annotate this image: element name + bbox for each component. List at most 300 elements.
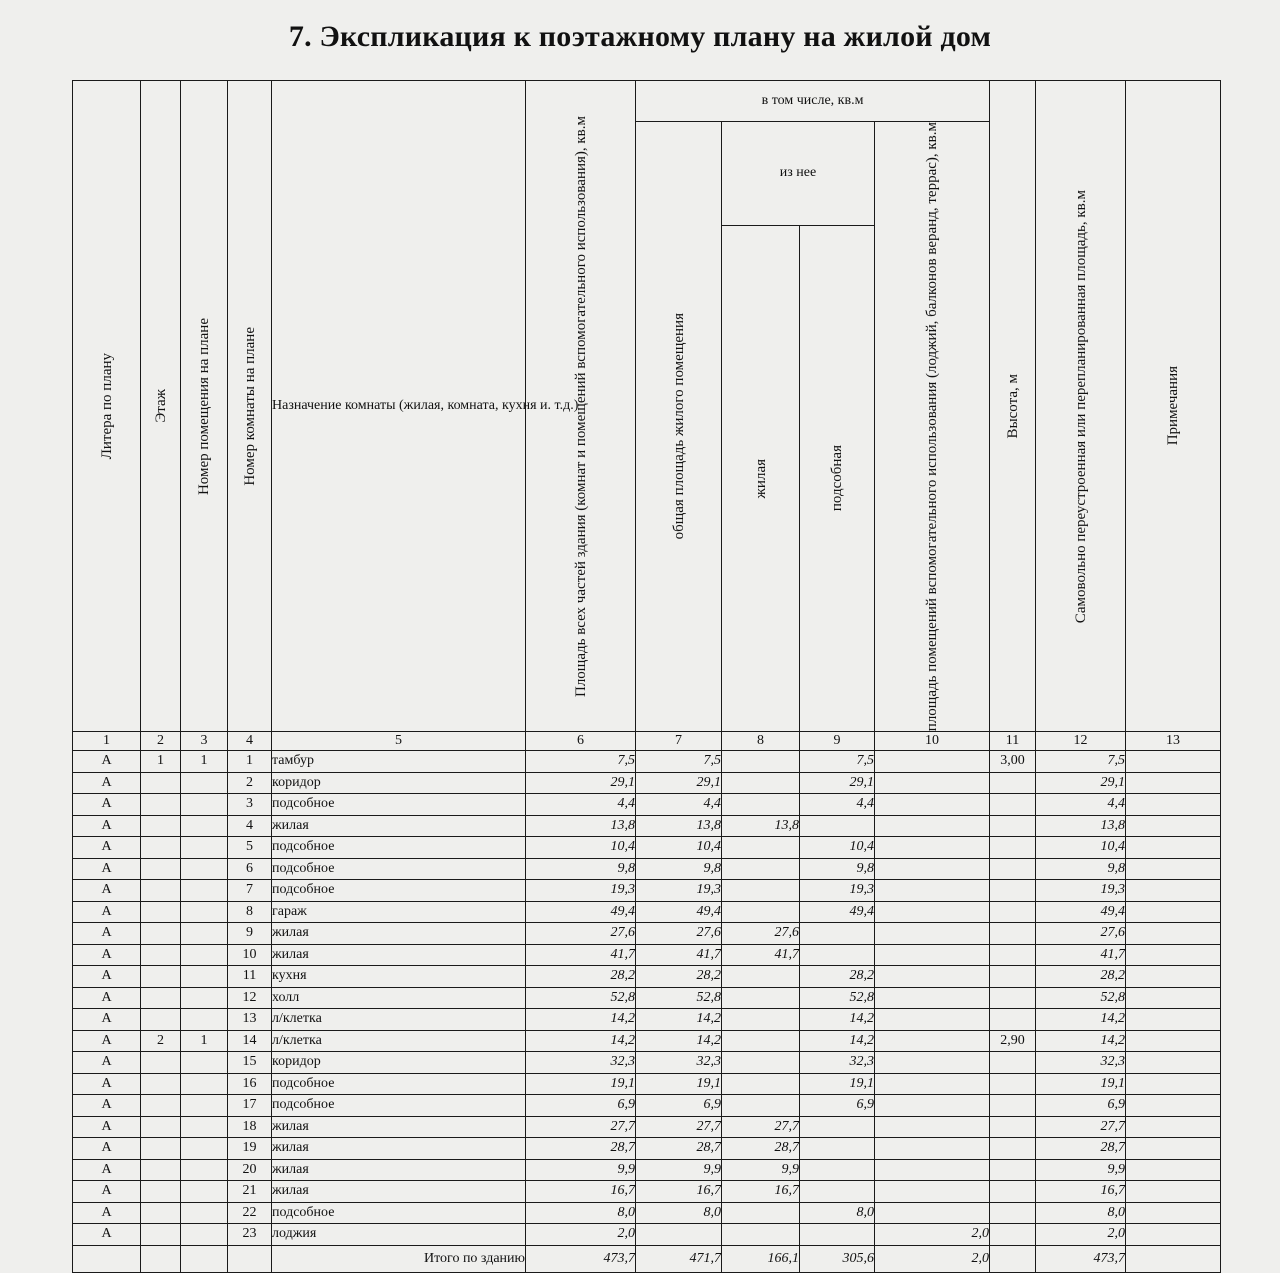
cell-room-no bbox=[181, 901, 228, 923]
cell-living-total: 4,4 bbox=[636, 794, 722, 816]
cell-unauthorized: 52,8 bbox=[1036, 987, 1126, 1009]
cell-notes bbox=[1126, 1009, 1221, 1031]
cell-notes bbox=[1126, 1052, 1221, 1074]
total-c7: 471,7 bbox=[636, 1245, 722, 1272]
cell-room-num: 15 bbox=[228, 1052, 272, 1074]
cell-room-no bbox=[181, 923, 228, 945]
table-row bbox=[73, 880, 1221, 902]
cell-purpose: коридор bbox=[272, 1052, 526, 1074]
table-row bbox=[73, 1073, 1221, 1095]
total-c8: 166,1 bbox=[722, 1245, 800, 1272]
cell-room-num: 22 bbox=[228, 1202, 272, 1224]
cell-aux: 49,4 bbox=[800, 901, 875, 923]
cell-unauthorized: 41,7 bbox=[1036, 944, 1126, 966]
cell-living bbox=[722, 1073, 800, 1095]
cell-height bbox=[990, 966, 1036, 988]
cell-total-area: 9,8 bbox=[526, 858, 636, 880]
cell-height bbox=[990, 944, 1036, 966]
cell-living-total: 14,2 bbox=[636, 1030, 722, 1052]
cell-room-no bbox=[181, 858, 228, 880]
header-living: жилая bbox=[722, 225, 800, 732]
cell-unauthorized: 10,4 bbox=[1036, 837, 1126, 859]
cell-total-area: 8,0 bbox=[526, 1202, 636, 1224]
table-row bbox=[73, 858, 1221, 880]
cell-litera: А bbox=[73, 1030, 141, 1052]
table-row bbox=[73, 1224, 1221, 1246]
header-living-total: общая площадь жилого помещения bbox=[636, 122, 722, 732]
cell-living bbox=[722, 1095, 800, 1117]
column-number: 13 bbox=[1126, 732, 1221, 751]
table-row bbox=[73, 794, 1221, 816]
cell-living bbox=[722, 751, 800, 773]
cell-room-no bbox=[181, 1224, 228, 1246]
cell-aux: 28,2 bbox=[800, 966, 875, 988]
cell-room-num: 13 bbox=[228, 1009, 272, 1031]
cell-room-num: 16 bbox=[228, 1073, 272, 1095]
cell-room-num: 14 bbox=[228, 1030, 272, 1052]
header-including: в том числе, кв.м bbox=[636, 81, 990, 122]
cell-living-total: 9,8 bbox=[636, 858, 722, 880]
cell-living-total: 9,9 bbox=[636, 1159, 722, 1181]
cell-litera: А bbox=[73, 1116, 141, 1138]
cell-height bbox=[990, 1224, 1036, 1246]
cell-notes bbox=[1126, 944, 1221, 966]
cell-notes bbox=[1126, 1138, 1221, 1160]
cell-living bbox=[722, 880, 800, 902]
cell-purpose: подсобное bbox=[272, 858, 526, 880]
cell-room-num: 1 bbox=[228, 751, 272, 773]
cell-unauthorized: 2,0 bbox=[1036, 1224, 1126, 1246]
cell-aux bbox=[800, 923, 875, 945]
cell-floor bbox=[141, 837, 181, 859]
cell-height bbox=[990, 1116, 1036, 1138]
cell-room-num: 20 bbox=[228, 1159, 272, 1181]
cell-total-area: 4,4 bbox=[526, 794, 636, 816]
total-c6: 473,7 bbox=[526, 1245, 636, 1272]
cell-litera: А bbox=[73, 858, 141, 880]
cell-notes bbox=[1126, 1030, 1221, 1052]
cell-living-total: 19,1 bbox=[636, 1073, 722, 1095]
column-numbers-row bbox=[73, 732, 1221, 751]
cell-litera: А bbox=[73, 751, 141, 773]
cell-floor: 2 bbox=[141, 1030, 181, 1052]
cell-unauthorized: 19,3 bbox=[1036, 880, 1126, 902]
header-balcony: площадь помещений вспомогательного использования (лоджий, балконов веранд, террас), кв.м bbox=[875, 122, 990, 732]
header-room-num-plan: Номер комнаты на плане bbox=[228, 81, 272, 732]
cell-unauthorized: 9,8 bbox=[1036, 858, 1126, 880]
cell-purpose: л/клетка bbox=[272, 1030, 526, 1052]
header-total-area: Площадь всех частей здания (комнат и помещений вспомогательного использования), кв.м bbox=[526, 81, 636, 732]
cell-height bbox=[990, 1009, 1036, 1031]
cell-room-no bbox=[181, 772, 228, 794]
cell-litera: А bbox=[73, 1202, 141, 1224]
cell-floor bbox=[141, 1095, 181, 1117]
cell-purpose: л/клетка bbox=[272, 1009, 526, 1031]
cell-floor bbox=[141, 880, 181, 902]
cell-floor bbox=[141, 1009, 181, 1031]
cell-room-num: 12 bbox=[228, 987, 272, 1009]
cell-living: 41,7 bbox=[722, 944, 800, 966]
cell-room-num: 17 bbox=[228, 1095, 272, 1117]
cell-room-num: 18 bbox=[228, 1116, 272, 1138]
cell-room-no bbox=[181, 1181, 228, 1203]
cell-room-no bbox=[181, 1009, 228, 1031]
column-number: 4 bbox=[228, 732, 272, 751]
cell-notes bbox=[1126, 987, 1221, 1009]
cell-litera: А bbox=[73, 837, 141, 859]
cell-balcony bbox=[875, 987, 990, 1009]
column-number: 2 bbox=[141, 732, 181, 751]
cell-living-total: 28,7 bbox=[636, 1138, 722, 1160]
cell-aux bbox=[800, 1116, 875, 1138]
cell-floor bbox=[141, 966, 181, 988]
cell-room-num: 6 bbox=[228, 858, 272, 880]
cell-notes bbox=[1126, 751, 1221, 773]
cell-room-no bbox=[181, 794, 228, 816]
cell-living-total: 7,5 bbox=[636, 751, 722, 773]
cell-balcony bbox=[875, 751, 990, 773]
cell-total-area: 7,5 bbox=[526, 751, 636, 773]
cell-living bbox=[722, 837, 800, 859]
cell-height bbox=[990, 837, 1036, 859]
cell-height bbox=[990, 1095, 1036, 1117]
cell-height bbox=[990, 794, 1036, 816]
cell-litera: А bbox=[73, 1224, 141, 1246]
cell-room-num: 10 bbox=[228, 944, 272, 966]
cell-living-total: 49,4 bbox=[636, 901, 722, 923]
total-label: Итого по зданию bbox=[272, 1245, 526, 1272]
cell-room-num: 19 bbox=[228, 1138, 272, 1160]
cell-room-num: 9 bbox=[228, 923, 272, 945]
cell-floor bbox=[141, 944, 181, 966]
cell-litera: А bbox=[73, 1159, 141, 1181]
cell-total-area: 41,7 bbox=[526, 944, 636, 966]
cell-balcony bbox=[875, 837, 990, 859]
cell-living bbox=[722, 987, 800, 1009]
cell-height bbox=[990, 1073, 1036, 1095]
cell-floor bbox=[141, 772, 181, 794]
column-number: 10 bbox=[875, 732, 990, 751]
cell-living bbox=[722, 901, 800, 923]
column-number: 11 bbox=[990, 732, 1036, 751]
cell-aux bbox=[800, 1224, 875, 1246]
cell-room-no bbox=[181, 880, 228, 902]
cell-notes bbox=[1126, 858, 1221, 880]
column-number: 3 bbox=[181, 732, 228, 751]
cell-balcony bbox=[875, 1159, 990, 1181]
cell-total-area: 14,2 bbox=[526, 1009, 636, 1031]
cell-living-total: 10,4 bbox=[636, 837, 722, 859]
cell-litera: А bbox=[73, 944, 141, 966]
cell-unauthorized: 32,3 bbox=[1036, 1052, 1126, 1074]
cell-floor bbox=[141, 815, 181, 837]
cell-total-area: 28,7 bbox=[526, 1138, 636, 1160]
cell-unauthorized: 8,0 bbox=[1036, 1202, 1126, 1224]
cell-floor bbox=[141, 901, 181, 923]
cell-balcony bbox=[875, 901, 990, 923]
column-number: 8 bbox=[722, 732, 800, 751]
header-aux: подсобная bbox=[800, 225, 875, 732]
cell-balcony bbox=[875, 858, 990, 880]
cell-balcony bbox=[875, 880, 990, 902]
cell-unauthorized: 9,9 bbox=[1036, 1159, 1126, 1181]
cell-height bbox=[990, 1202, 1036, 1224]
cell-living bbox=[722, 794, 800, 816]
cell-notes bbox=[1126, 1159, 1221, 1181]
cell-unauthorized: 13,8 bbox=[1036, 815, 1126, 837]
cell-notes bbox=[1126, 772, 1221, 794]
cell-floor bbox=[141, 1224, 181, 1246]
cell-balcony bbox=[875, 1073, 990, 1095]
cell-total-area: 27,6 bbox=[526, 923, 636, 945]
column-number: 5 bbox=[272, 732, 526, 751]
cell-aux: 29,1 bbox=[800, 772, 875, 794]
cell-height bbox=[990, 923, 1036, 945]
cell-room-no bbox=[181, 987, 228, 1009]
cell-living-total: 8,0 bbox=[636, 1202, 722, 1224]
table-row bbox=[73, 987, 1221, 1009]
header-notes: Примечания bbox=[1126, 81, 1221, 732]
cell-aux bbox=[800, 815, 875, 837]
header-litera: Литера по плану bbox=[73, 81, 141, 732]
cell-living-total: 52,8 bbox=[636, 987, 722, 1009]
cell-balcony bbox=[875, 794, 990, 816]
cell-aux bbox=[800, 1138, 875, 1160]
header-of-which: из нее bbox=[722, 122, 875, 226]
cell-living-total: 32,3 bbox=[636, 1052, 722, 1074]
cell-aux: 6,9 bbox=[800, 1095, 875, 1117]
cell-room-no bbox=[181, 944, 228, 966]
cell-living: 16,7 bbox=[722, 1181, 800, 1203]
cell-litera: А bbox=[73, 794, 141, 816]
cell-living-total: 16,7 bbox=[636, 1181, 722, 1203]
cell-room-no bbox=[181, 1095, 228, 1117]
cell-floor bbox=[141, 1116, 181, 1138]
cell-aux: 14,2 bbox=[800, 1030, 875, 1052]
cell-notes bbox=[1126, 901, 1221, 923]
header-room-no-plan: Номер помещения на плане bbox=[181, 81, 228, 732]
cell-balcony bbox=[875, 815, 990, 837]
cell-aux: 8,0 bbox=[800, 1202, 875, 1224]
cell-total-area: 19,1 bbox=[526, 1073, 636, 1095]
cell-balcony bbox=[875, 1052, 990, 1074]
cell-unauthorized: 28,7 bbox=[1036, 1138, 1126, 1160]
table-row bbox=[73, 1159, 1221, 1181]
explication-table bbox=[72, 80, 1221, 1273]
cell-living-total: 27,6 bbox=[636, 923, 722, 945]
cell-floor bbox=[141, 987, 181, 1009]
cell-litera: А bbox=[73, 1052, 141, 1074]
cell-living-total: 13,8 bbox=[636, 815, 722, 837]
cell-aux bbox=[800, 944, 875, 966]
cell-floor bbox=[141, 1181, 181, 1203]
cell-living bbox=[722, 1052, 800, 1074]
cell-total-area: 52,8 bbox=[526, 987, 636, 1009]
cell-purpose: жилая bbox=[272, 1159, 526, 1181]
cell-total-area: 6,9 bbox=[526, 1095, 636, 1117]
cell-living bbox=[722, 858, 800, 880]
cell-purpose: подсобное bbox=[272, 1202, 526, 1224]
cell-total-area: 49,4 bbox=[526, 901, 636, 923]
cell-litera: А bbox=[73, 1095, 141, 1117]
cell-purpose: тамбур bbox=[272, 751, 526, 773]
cell-unauthorized: 4,4 bbox=[1036, 794, 1126, 816]
cell-notes bbox=[1126, 1224, 1221, 1246]
cell-litera: А bbox=[73, 772, 141, 794]
cell-room-no bbox=[181, 837, 228, 859]
table-row bbox=[73, 751, 1221, 773]
cell-room-no: 1 bbox=[181, 1030, 228, 1052]
table-row bbox=[73, 837, 1221, 859]
cell-height bbox=[990, 987, 1036, 1009]
column-number: 1 bbox=[73, 732, 141, 751]
table-row bbox=[73, 1181, 1221, 1203]
cell-purpose: подсобное bbox=[272, 794, 526, 816]
cell-height bbox=[990, 772, 1036, 794]
cell-height bbox=[990, 1181, 1036, 1203]
cell-aux: 4,4 bbox=[800, 794, 875, 816]
table-header bbox=[73, 81, 1221, 751]
cell-litera: А bbox=[73, 987, 141, 1009]
cell-living: 27,6 bbox=[722, 923, 800, 945]
cell-unauthorized: 14,2 bbox=[1036, 1009, 1126, 1031]
cell-purpose: жилая bbox=[272, 944, 526, 966]
cell-floor bbox=[141, 923, 181, 945]
cell-litera: А bbox=[73, 1138, 141, 1160]
cell-purpose: подсобное bbox=[272, 837, 526, 859]
cell-litera: А bbox=[73, 901, 141, 923]
cell-height bbox=[990, 901, 1036, 923]
cell-unauthorized: 49,4 bbox=[1036, 901, 1126, 923]
column-number: 9 bbox=[800, 732, 875, 751]
cell-balcony bbox=[875, 1116, 990, 1138]
cell-litera: А bbox=[73, 923, 141, 945]
cell-purpose: гараж bbox=[272, 901, 526, 923]
cell-room-num: 11 bbox=[228, 966, 272, 988]
table-row bbox=[73, 1009, 1221, 1031]
cell-living-total: 41,7 bbox=[636, 944, 722, 966]
column-number: 6 bbox=[526, 732, 636, 751]
header-height: Высота, м bbox=[990, 81, 1036, 732]
cell-notes bbox=[1126, 794, 1221, 816]
cell-purpose: холл bbox=[272, 987, 526, 1009]
cell-balcony bbox=[875, 923, 990, 945]
cell-height bbox=[990, 815, 1036, 837]
cell-unauthorized: 7,5 bbox=[1036, 751, 1126, 773]
cell-height bbox=[990, 1159, 1036, 1181]
cell-living: 27,7 bbox=[722, 1116, 800, 1138]
cell-floor bbox=[141, 1202, 181, 1224]
cell-total-area: 9,9 bbox=[526, 1159, 636, 1181]
table-row bbox=[73, 1030, 1221, 1052]
cell-room-no bbox=[181, 1202, 228, 1224]
cell-purpose: лоджия bbox=[272, 1224, 526, 1246]
cell-aux: 52,8 bbox=[800, 987, 875, 1009]
cell-total-area: 19,3 bbox=[526, 880, 636, 902]
cell-notes bbox=[1126, 966, 1221, 988]
cell-purpose: жилая bbox=[272, 1138, 526, 1160]
cell-litera: А bbox=[73, 1009, 141, 1031]
cell-balcony bbox=[875, 1202, 990, 1224]
cell-total-area: 32,3 bbox=[526, 1052, 636, 1074]
cell-total-area: 13,8 bbox=[526, 815, 636, 837]
cell-room-num: 2 bbox=[228, 772, 272, 794]
cell-total-area: 14,2 bbox=[526, 1030, 636, 1052]
cell-living bbox=[722, 966, 800, 988]
cell-height: 3,00 bbox=[990, 751, 1036, 773]
cell-total-area: 29,1 bbox=[526, 772, 636, 794]
cell-notes bbox=[1126, 1095, 1221, 1117]
cell-floor bbox=[141, 1138, 181, 1160]
cell-aux: 9,8 bbox=[800, 858, 875, 880]
cell-notes bbox=[1126, 837, 1221, 859]
total-c10: 2,0 bbox=[875, 1245, 990, 1272]
header-unauthorized: Самовольно переустроенная или перепланированная площадь, кв.м bbox=[1036, 81, 1126, 732]
cell-living-total: 28,2 bbox=[636, 966, 722, 988]
cell-notes bbox=[1126, 1116, 1221, 1138]
cell-aux: 32,3 bbox=[800, 1052, 875, 1074]
cell-living-total: 27,7 bbox=[636, 1116, 722, 1138]
cell-purpose: жилая bbox=[272, 1116, 526, 1138]
cell-unauthorized: 28,2 bbox=[1036, 966, 1126, 988]
cell-balcony bbox=[875, 772, 990, 794]
cell-living bbox=[722, 1202, 800, 1224]
cell-height bbox=[990, 1138, 1036, 1160]
cell-living: 28,7 bbox=[722, 1138, 800, 1160]
cell-notes bbox=[1126, 880, 1221, 902]
table-row bbox=[73, 1138, 1221, 1160]
table-row bbox=[73, 944, 1221, 966]
cell-purpose: жилая bbox=[272, 923, 526, 945]
cell-litera: А bbox=[73, 880, 141, 902]
cell-living-total: 29,1 bbox=[636, 772, 722, 794]
cell-purpose: подсобное bbox=[272, 1095, 526, 1117]
cell-aux: 19,1 bbox=[800, 1073, 875, 1095]
cell-room-no bbox=[181, 815, 228, 837]
column-number: 12 bbox=[1036, 732, 1126, 751]
table-row bbox=[73, 815, 1221, 837]
cell-balcony bbox=[875, 944, 990, 966]
cell-purpose: жилая bbox=[272, 815, 526, 837]
cell-litera: А bbox=[73, 815, 141, 837]
cell-height: 2,90 bbox=[990, 1030, 1036, 1052]
table-row bbox=[73, 1095, 1221, 1117]
table-row bbox=[73, 1202, 1221, 1224]
cell-notes bbox=[1126, 1073, 1221, 1095]
cell-unauthorized: 29,1 bbox=[1036, 772, 1126, 794]
cell-room-no bbox=[181, 966, 228, 988]
cell-room-num: 3 bbox=[228, 794, 272, 816]
cell-unauthorized: 16,7 bbox=[1036, 1181, 1126, 1203]
cell-living: 13,8 bbox=[722, 815, 800, 837]
cell-floor: 1 bbox=[141, 751, 181, 773]
cell-total-area: 16,7 bbox=[526, 1181, 636, 1203]
cell-notes bbox=[1126, 815, 1221, 837]
cell-total-area: 27,7 bbox=[526, 1116, 636, 1138]
cell-living bbox=[722, 772, 800, 794]
cell-height bbox=[990, 880, 1036, 902]
table-row bbox=[73, 1052, 1221, 1074]
total-c9: 305,6 bbox=[800, 1245, 875, 1272]
cell-height bbox=[990, 1052, 1036, 1074]
cell-living-total: 6,9 bbox=[636, 1095, 722, 1117]
cell-unauthorized: 6,9 bbox=[1036, 1095, 1126, 1117]
cell-notes bbox=[1126, 923, 1221, 945]
cell-living-total bbox=[636, 1224, 722, 1246]
cell-room-no bbox=[181, 1138, 228, 1160]
cell-unauthorized: 27,7 bbox=[1036, 1116, 1126, 1138]
cell-total-area: 2,0 bbox=[526, 1224, 636, 1246]
